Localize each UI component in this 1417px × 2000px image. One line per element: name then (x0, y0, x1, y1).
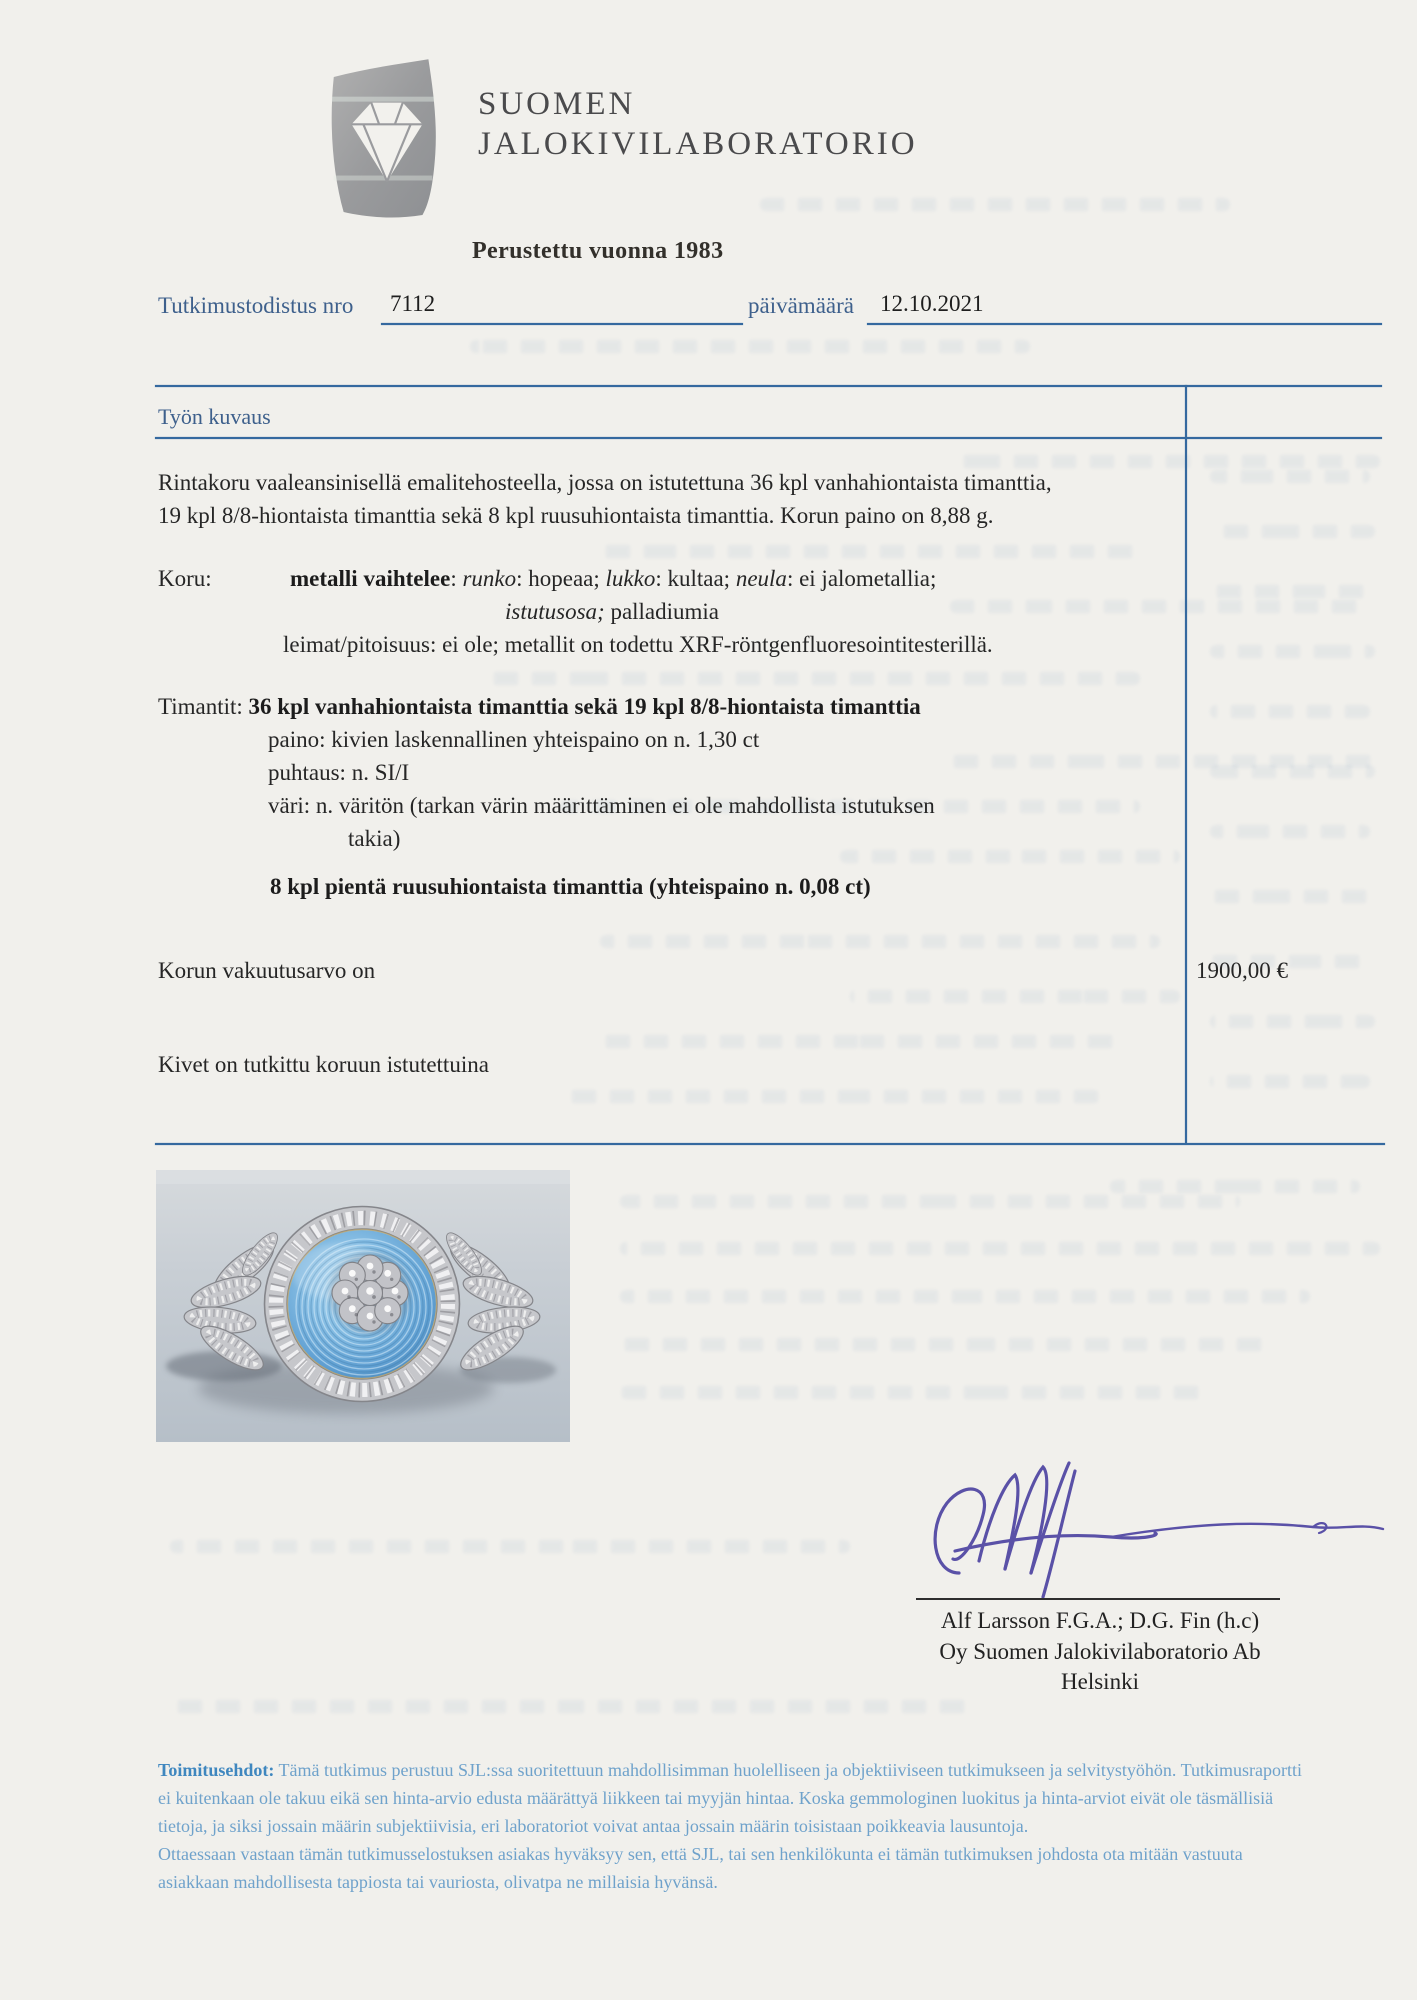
stones-examined-note: Kivet on tutkittu koruun istutettuina (158, 1052, 489, 1077)
bleedthrough-ghost (1210, 645, 1375, 658)
cert-number-underline (381, 323, 743, 325)
bleedthrough-ghost (850, 990, 1180, 1003)
brooch-photo (156, 1170, 570, 1442)
bleedthrough-ghost (600, 545, 1140, 558)
org-name-line2: JALOKIVILABORATORIO (478, 126, 918, 162)
bleedthrough-ghost (1210, 585, 1370, 598)
bleedthrough-ghost (1210, 765, 1375, 778)
cert-date-underline (867, 323, 1382, 325)
bleedthrough-ghost (170, 1700, 970, 1713)
bleedthrough-ghost (620, 1290, 1310, 1303)
bleedthrough-ghost (950, 455, 1380, 468)
cert-date-value: 12.10.2021 (880, 291, 984, 316)
koru-lukko-value: : kultaa; (655, 566, 736, 591)
table-rule-bottom (155, 1143, 1385, 1145)
bleedthrough-ghost (1210, 825, 1370, 838)
istutusosa-term: istutusosa; (505, 599, 605, 624)
insurance-label: Korun vakuutusarvo on (158, 958, 376, 983)
cert-date-label: päivämäärä (748, 293, 854, 318)
handwritten-signature (925, 1455, 1395, 1603)
terms-line2: ei kuitenkaan ole takuu eikä sen hinta-arvio edusta määrättyä liikkeen tai myyjän hintaa. Koska gemmologinen luokitus ja hinta-arviot eivät ole täsmällisiä (158, 1788, 1274, 1808)
org-name (478, 84, 918, 164)
koru-metal-bold: metalli vaihtelee (290, 566, 451, 591)
terms-line3: tietoja, ja siksi jossain määrin subjektiivisia, eri laboratoriot voivat antaa jossain määrin toisistaan poikkeavia lausuntoja. (158, 1816, 1029, 1836)
terms-block (158, 1756, 1398, 1896)
koru-runko-term: runko (462, 566, 517, 591)
paino-line: paino: kivien laskennallinen yhteispaino on n. 1,30 ct (268, 727, 760, 752)
bleedthrough-ghost (840, 850, 1180, 863)
signature-line (916, 1598, 1280, 1600)
koru-lukko-term: lukko (605, 566, 656, 591)
bleedthrough-ghost (1210, 1075, 1370, 1088)
lab-logo (318, 56, 456, 232)
vari-line1: väri: n. väritön (tarkan värin määrittäminen ei ole mahdollista istutuksen (268, 793, 935, 818)
istutusosa-line (505, 599, 719, 625)
bleedthrough-ghost (600, 935, 1160, 948)
terms-line5: asiakkaan mahdollisesta tappiosta tai vauriosta, olivatpa ne millaisia hyvänsä. (158, 1872, 718, 1892)
koru-runko-value: : hopeaa; (516, 566, 606, 591)
cert-number-value: 7112 (390, 291, 436, 316)
ruusu-line: 8 kpl pientä ruusuhiontaista timanttia (yhteispaino n. 0,08 ct) (270, 874, 871, 899)
founded-line: Perustettu vuonna 1983 (472, 238, 724, 264)
timantit-line (158, 694, 921, 720)
bleedthrough-ghost (170, 1540, 850, 1553)
bleedthrough-ghost (1210, 1015, 1375, 1028)
description-line1: Rintakoru vaaleansinisellä emalitehosteella, jossa on istutettuna 36 kpl vanhahiontaista timanttia, (158, 470, 1052, 495)
description-line2: 19 kpl 8/8-hiontaista timanttia sekä 8 kpl ruusuhiontaista timanttia. Korun paino on 8,88 g. (158, 503, 994, 528)
vari-line2: takia) (348, 826, 401, 851)
timantit-bold: 36 kpl vanhahiontaista timanttia sekä 19 kpl 8/8-hiontaista timanttia (248, 694, 921, 719)
org-name-line1: SUOMEN (478, 86, 636, 122)
koru-metal-line (290, 566, 936, 592)
bleedthrough-ghost (950, 600, 1370, 613)
bleedthrough-ghost (1210, 890, 1375, 903)
istutusosa-value: palladiumia (604, 599, 720, 624)
bleedthrough-ghost (1110, 1180, 1360, 1193)
koru-metal-sep: : (450, 566, 463, 591)
puhtaus-line: puhtaus: n. SI/I (268, 760, 410, 785)
terms-label: Toimitusehdot: (158, 1760, 275, 1780)
bleedthrough-ghost (1210, 525, 1375, 538)
signatory-company: Oy Suomen Jalokivilaboratorio Ab (939, 1639, 1261, 1664)
bleedthrough-ghost (1210, 470, 1370, 483)
table-rule-vertical (1185, 385, 1187, 1143)
insurance-value: 1900,00 € (1196, 958, 1288, 983)
work-section-label: Työn kuvaus (158, 404, 271, 429)
diamond-flower-cluster (329, 1252, 411, 1334)
bleedthrough-ghost (1210, 705, 1370, 718)
diamond-logo-icon (332, 59, 436, 217)
koru-label: Koru: (158, 566, 212, 591)
bleedthrough-ghost (620, 1242, 1380, 1255)
signatory-name: Alf Larsson F.G.A.; D.G. Fin (h.c) (940, 1608, 1260, 1633)
bleedthrough-ghost (560, 1090, 1100, 1103)
bleedthrough-ghost (760, 198, 1230, 211)
bleedthrough-ghost (600, 1035, 1120, 1048)
bleedthrough-ghost (470, 340, 1030, 353)
bleedthrough-ghost (620, 1195, 1240, 1208)
bleedthrough-ghost (950, 755, 1380, 768)
bleedthrough-ghost (620, 1386, 1210, 1399)
koru-neula-term: neula (735, 566, 787, 591)
table-rule-header (155, 437, 1382, 439)
leimat-line: leimat/pitoisuus: ei ole; metallit on todettu XRF-röntgenfluoresointitesterillä. (283, 632, 993, 657)
terms-line1-rest: Tämä tutkimus perustuu SJL:ssa suoritettuun mahdollisimman huolelliseen ja objektiiviseen tutkimukseen ja selvitystyöhön. Tutkimusraportti (274, 1760, 1302, 1780)
bleedthrough-ghost (620, 1338, 1270, 1351)
signatory-city: Helsinki (1061, 1669, 1139, 1694)
terms-line1 (158, 1756, 1398, 1784)
koru-neula-value: : ei jalometallia; (786, 566, 937, 591)
bleedthrough-ghost (480, 672, 1140, 685)
terms-line4: Ottaessaan vastaan tämän tutkimusselostuksen asiakas hyväksyy sen, että SJL, tai sen henkilökunta ei tämän tutkimuksen johdosta ota mitään vastuuta (158, 1844, 1243, 1864)
table-rule-top (155, 385, 1382, 387)
cert-number-label: Tutkimustodistus nro (158, 293, 354, 318)
timantit-label: Timantit: (158, 694, 249, 719)
